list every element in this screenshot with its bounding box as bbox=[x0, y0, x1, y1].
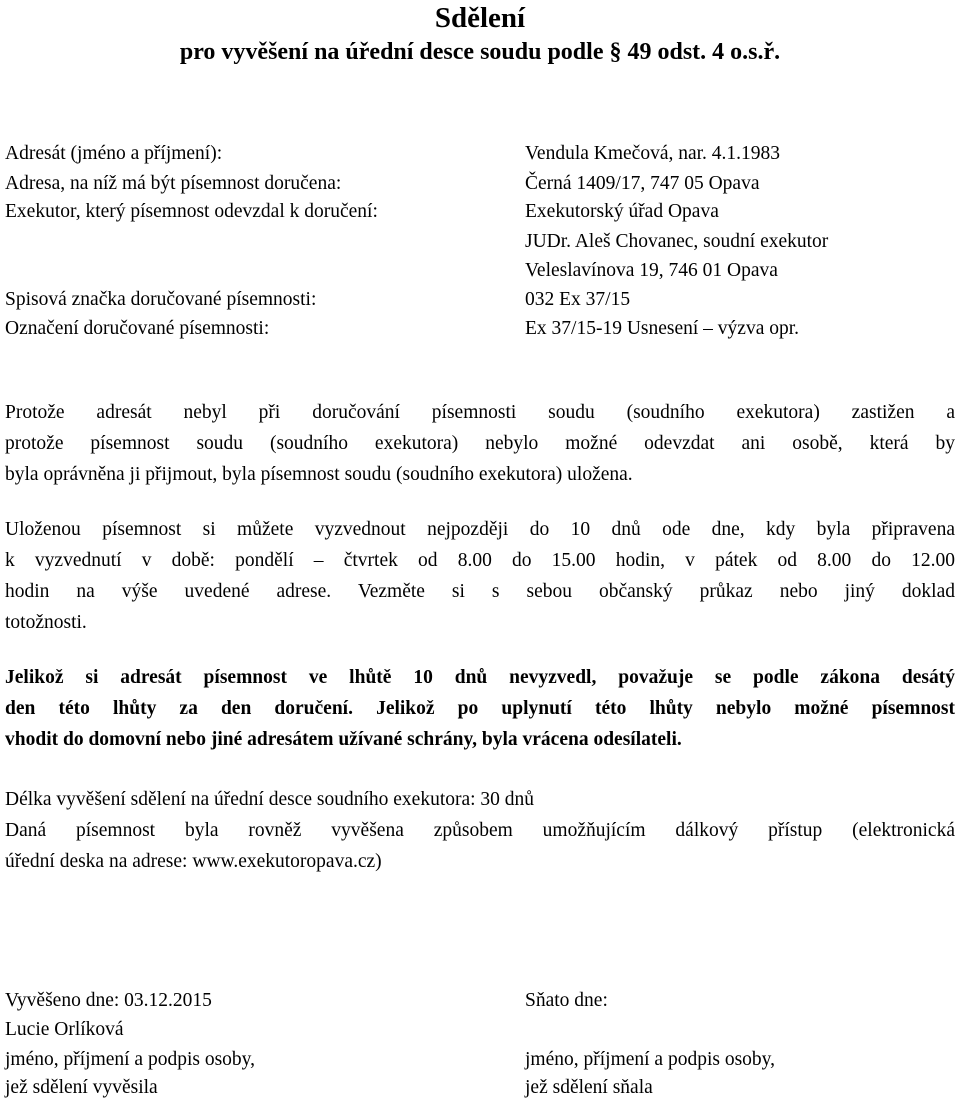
recipient-value: Vendula Kmečová, nar. 4.1.1983 bbox=[525, 143, 781, 164]
document-subtitle: pro vyvěšení na úřední desce soudu podle § 49 odst. 4 o.s.ř. bbox=[179, 39, 781, 65]
paragraph-line: hodin na výše uvedené adrese. Vezměte si s sebou občanský průkaz nebo jiný doklad bbox=[5, 581, 955, 602]
designation-label: Označení doručované písemnosti: bbox=[5, 318, 270, 339]
recipient-row bbox=[5, 138, 955, 169]
paragraph-not-found bbox=[5, 397, 955, 490]
executor-row bbox=[5, 196, 955, 227]
paragraph-line: úřední deska na adrese: www.exekutoropava.cz) bbox=[5, 851, 382, 872]
paragraph-line: Jelikož si adresát písemnost ve lhůtě 10 dnů nevyzvedl, považuje se podle zákona desátý bbox=[5, 667, 955, 688]
executor-address-row bbox=[5, 255, 955, 286]
paragraph-line: Protože adresát nebyl při doručování písemnosti soudu (soudního exekutora) zastižen a bbox=[5, 402, 955, 423]
removed-date: Sňato dne: bbox=[525, 990, 608, 1011]
executor-name: JUDr. Aleš Chovanec, soudní exekutor bbox=[525, 231, 829, 252]
paragraph-line: byla oprávněna ji přijmout, byla písemnost soudu (soudního exekutora) uložena. bbox=[5, 464, 633, 485]
paragraph-line: k vyzvednutí v době: pondělí – čtvrtek od 8.00 do 15.00 hodin, v pátek od 8.00 do 12.00 bbox=[5, 550, 955, 571]
address-label: Adresa, na níž má být písemnost doručena: bbox=[5, 173, 342, 194]
posted-signature-caption: jméno, příjmení a podpis osoby, bbox=[5, 1049, 256, 1070]
file-number-label: Spisová značka doručované písemnosti: bbox=[5, 289, 317, 310]
paragraph-posting-info bbox=[5, 784, 955, 877]
executor-office: Exekutorský úřad Opava bbox=[525, 201, 719, 222]
paragraph-line: totožnosti. bbox=[5, 612, 87, 633]
paragraph-pickup bbox=[5, 514, 955, 638]
paragraph-line: vhodit do domovní nebo jiné adresátem užívané schrány, byla vrácena odesílateli. bbox=[5, 729, 682, 750]
removed-signature-caption-2: jež sdělení sňala bbox=[525, 1077, 653, 1098]
posted-signature-caption-2: jež sdělení vyvěsila bbox=[5, 1077, 158, 1098]
paragraph-line: den této lhůty za den doručení. Jelikož po uplynutí této lhůty nebylo možné písemnost bbox=[5, 698, 955, 719]
file-number-row bbox=[5, 284, 955, 315]
paragraph-line: Délka vyvěšení sdělení na úřední desce soudního exekutora: 30 dnů bbox=[5, 789, 535, 810]
address-value: Černá 1409/17, 747 05 Opava bbox=[525, 173, 760, 194]
executor-label: Exekutor, který písemnost odevzdal k doručení: bbox=[5, 201, 378, 222]
paragraph-line: Uloženou písemnost si můžete vyzvednout nejpozději do 10 dnů ode dne, kdy byla připravena bbox=[5, 519, 955, 540]
executor-address: Veleslavínova 19, 746 01 Opava bbox=[525, 260, 778, 281]
executor-name-row bbox=[5, 226, 955, 257]
removed-signature-caption: jméno, příjmení a podpis osoby, bbox=[525, 1049, 776, 1070]
posted-date: Vyvěšeno dne: 03.12.2015 bbox=[5, 990, 212, 1011]
designation-value: Ex 37/15-19 Usnesení – výzva opr. bbox=[525, 318, 800, 339]
address-row bbox=[5, 168, 955, 199]
file-number-value: 032 Ex 37/15 bbox=[525, 289, 631, 310]
posted-name: Lucie Orlíková bbox=[5, 1019, 124, 1040]
recipient-label: Adresát (jméno a příjmení): bbox=[5, 143, 223, 164]
paragraph-line: protože písemnost soudu (soudního exekutora) nebylo možné odevzdat ani osobě, která by bbox=[5, 433, 955, 454]
document-title: Sdělení bbox=[434, 2, 526, 34]
designation-row bbox=[5, 313, 955, 344]
paragraph-line: Daná písemnost byla rovněž vyvěšena způsobem umožňujícím dálkový přístup (elektronická bbox=[5, 820, 955, 841]
paragraph-delivery-fiction bbox=[5, 662, 955, 755]
